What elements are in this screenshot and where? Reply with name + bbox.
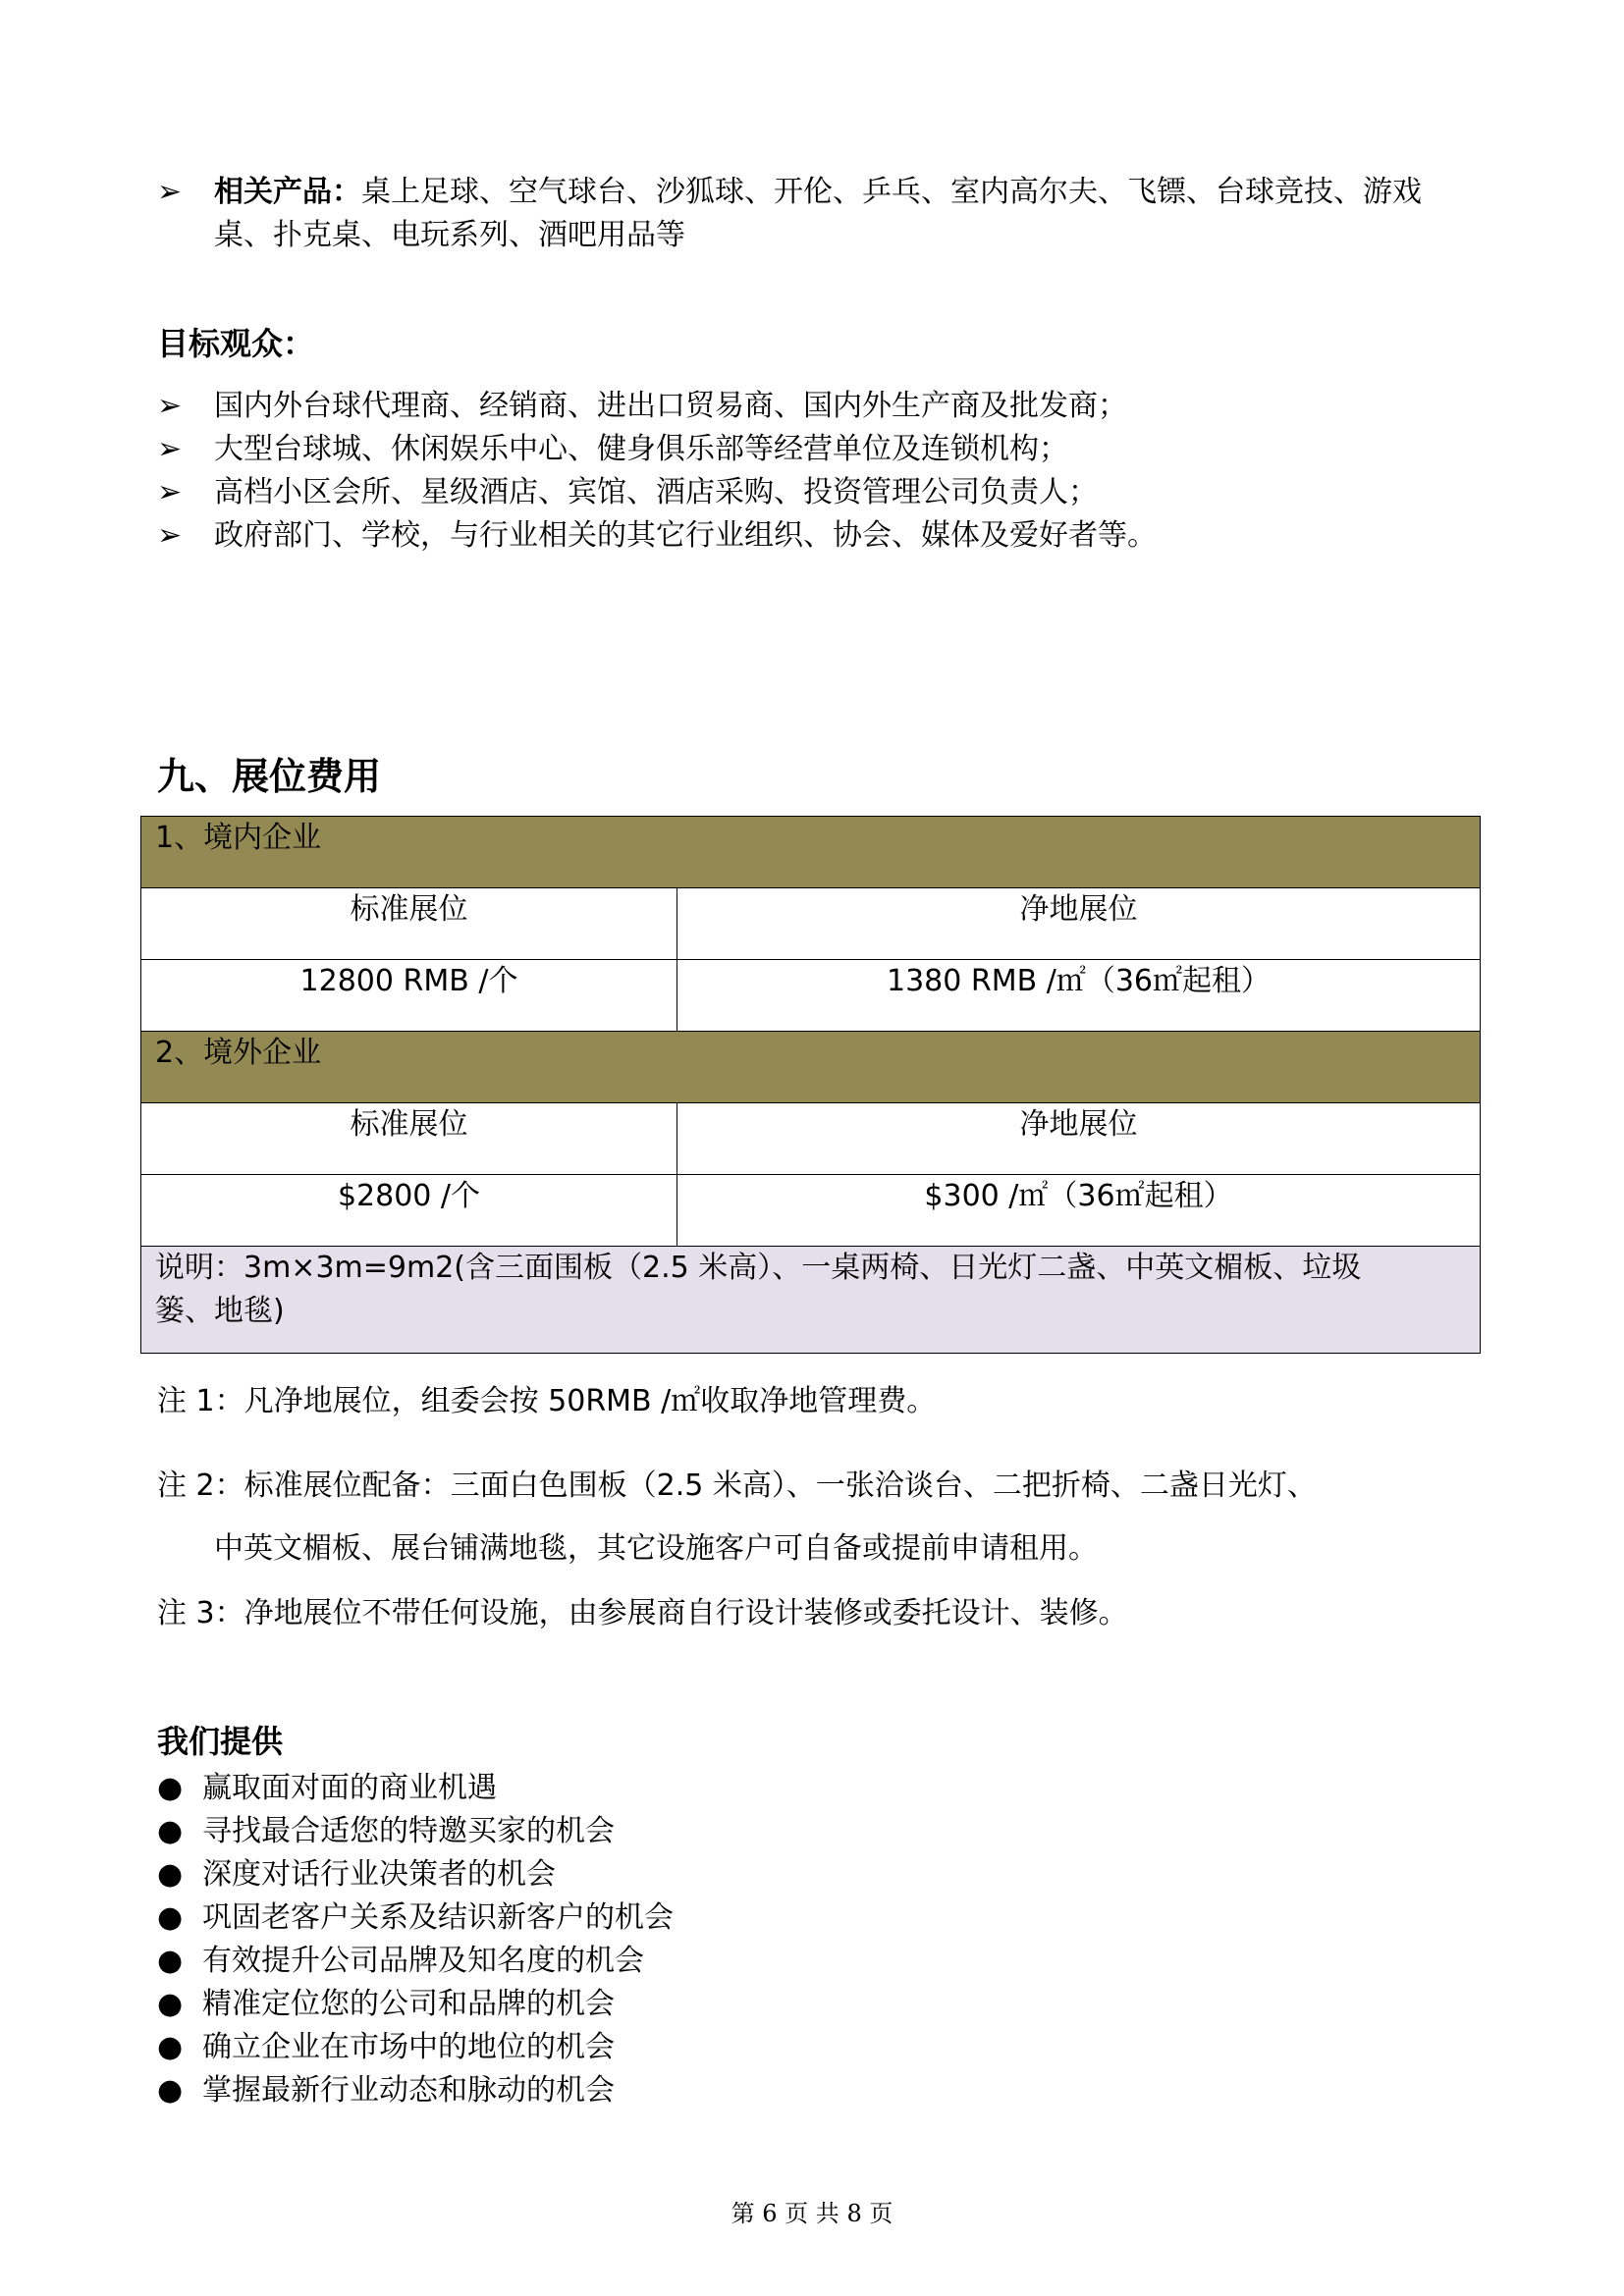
dot-bullet-icon: ● <box>157 1987 184 2021</box>
fee-foreign-price-standard: $2800 /个 <box>141 1175 677 1247</box>
note-2-line2: 中英文楣板、展台铺满地毯，其它设施客户可自备或提前申请租用。 <box>214 1531 1098 1566</box>
offer-item-text: 赢取面对面的商业机遇 <box>202 1771 497 1805</box>
arrow-bullet-icon: ➢ <box>157 432 183 466</box>
arrow-bullet-icon: ➢ <box>157 475 183 509</box>
offer-item-text: 寻找最合适您的特邀买家的机会 <box>202 1814 615 1848</box>
fee-foreign-header-row <box>141 1032 1481 1103</box>
fee-foreign-price-raw: $300 /㎡（36㎡起租） <box>677 1175 1481 1247</box>
note-1: 注 1：凡净地展位，组委会按 50RMB /㎡收取净地管理费。 <box>157 1384 937 1418</box>
offer-heading: 我们提供 <box>157 1723 284 1760</box>
dot-bullet-icon: ● <box>157 1814 184 1848</box>
offer-item-text: 精准定位您的公司和品牌的机会 <box>202 1987 615 2021</box>
dot-bullet-icon: ● <box>157 1900 184 1935</box>
offer-item-text: 确立企业在市场中的地位的机会 <box>202 2030 615 2064</box>
audience-item-text: 政府部门、学校，与行业相关的其它行业组织、协会、媒体及爱好者等。 <box>214 518 1157 553</box>
fee-table <box>140 816 1481 1354</box>
fee-domestic-header-row <box>141 817 1481 888</box>
audience-heading: 目标观众： <box>157 325 315 362</box>
fee-domestic-col-standard: 标准展位 <box>141 888 677 960</box>
fee-foreign-col-standard: 标准展位 <box>141 1103 677 1175</box>
offer-item-text: 掌握最新行业动态和脉动的机会 <box>202 2073 615 2108</box>
fee-domestic-price-raw: 1380 RMB /㎡（36㎡起租） <box>677 960 1481 1032</box>
arrow-bullet-icon: ➢ <box>157 518 183 553</box>
fee-domestic-price-standard: 12800 RMB /个 <box>141 960 677 1032</box>
fee-domestic-cols-row <box>141 888 1481 960</box>
note-3: 注 3：净地展位不带任何设施，由参展商自行设计装修或委托设计、装修。 <box>157 1596 1128 1630</box>
fee-explain-line2: 篓、地毯) <box>155 1294 285 1328</box>
dot-bullet-icon: ● <box>157 1944 184 1978</box>
fee-foreign-col-raw: 净地展位 <box>677 1103 1481 1175</box>
fee-explain-line1: 说明：3m×3m=9m2(含三面围板（2.5 米高）、一桌两椅、日光灯二盏、中英文楣板、垃圾 <box>155 1251 1362 1285</box>
offer-item-text: 深度对话行业决策者的机会 <box>202 1857 556 1892</box>
offer-item-text: 巩固老客户关系及结识新客户的机会 <box>202 1900 674 1935</box>
dot-bullet-icon: ● <box>157 2073 184 2108</box>
page-footer: 第 6 页 共 8 页 <box>731 2200 893 2227</box>
arrow-bullet-icon: ➢ <box>157 389 183 423</box>
dot-bullet-icon: ● <box>157 2030 184 2064</box>
arrow-bullet-icon: ➢ <box>157 175 183 209</box>
fee-foreign-title: 2、境外企业 <box>141 1032 1481 1103</box>
fee-foreign-cols-row <box>141 1103 1481 1175</box>
audience-item-text: 高档小区会所、星级酒店、宾馆、酒店采购、投资管理公司负责人； <box>214 475 1098 509</box>
fee-domestic-col-raw: 净地展位 <box>677 888 1481 960</box>
fee-domestic-price-row <box>141 960 1481 1032</box>
products-line1: 桌上足球、空气球台、沙狐球、开伦、乒乓、室内高尔夫、飞镖、台球竞技、游戏 <box>361 175 1422 209</box>
dot-bullet-icon: ● <box>157 1771 184 1805</box>
fee-domestic-title: 1、境内企业 <box>141 817 1481 888</box>
fee-explain-row <box>141 1247 1481 1354</box>
dot-bullet-icon: ● <box>157 1857 184 1892</box>
offer-item-text: 有效提升公司品牌及知名度的机会 <box>202 1944 644 1978</box>
products-line2: 桌、扑克桌、电玩系列、酒吧用品等 <box>214 218 685 252</box>
fee-foreign-price-row <box>141 1175 1481 1247</box>
audience-item-text: 大型台球城、休闲娱乐中心、健身俱乐部等经营单位及连锁机构； <box>214 432 1068 466</box>
audience-item-text: 国内外台球代理商、经销商、进出口贸易商、国内外生产商及批发商； <box>214 389 1127 423</box>
fees-heading: 九、展位费用 <box>157 755 382 798</box>
note-2-line1: 注 2：标准展位配备：三面白色围板（2.5 米高）、一张洽谈台、二把折椅、二盏日光灯、 <box>157 1468 1317 1503</box>
products-label: 相关产品： <box>214 175 361 209</box>
